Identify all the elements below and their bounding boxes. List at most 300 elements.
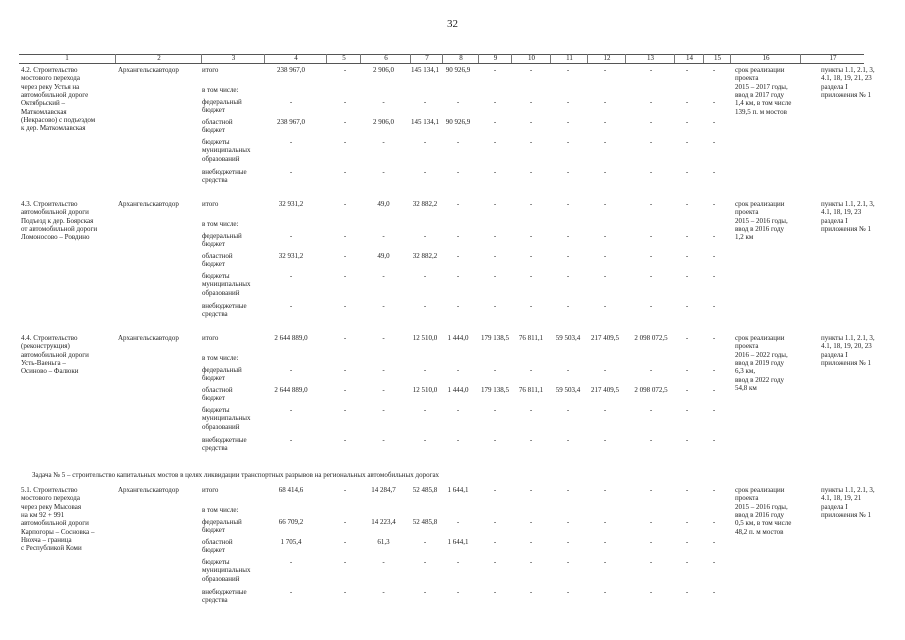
amount-cell: 179 138,5 bbox=[481, 334, 509, 342]
amount-cell: - bbox=[529, 436, 533, 444]
result-text-line: проекта bbox=[735, 494, 759, 503]
result-text-line: 1,4 км, в том числе bbox=[735, 99, 792, 108]
executor: Архангельскавтодор bbox=[118, 486, 179, 494]
amount-cell: - bbox=[685, 302, 689, 310]
amount-cell: - bbox=[289, 558, 293, 566]
reference-text-line: пункты 1.1, 2.1, 3, bbox=[821, 200, 875, 208]
amount-cell: - bbox=[382, 366, 385, 374]
amount-cell: - bbox=[566, 366, 570, 374]
amount-cell: 32 882,2 bbox=[412, 200, 438, 208]
amount-cell: - bbox=[712, 302, 716, 310]
amount-cell: - bbox=[493, 366, 497, 374]
amount-cell: - bbox=[343, 406, 347, 414]
funding-source-label: в том числе: bbox=[202, 220, 239, 228]
amount-cell: - bbox=[712, 168, 716, 176]
funding-source-label: бюджет bbox=[202, 374, 225, 383]
amount-cell: - bbox=[566, 486, 570, 494]
amount-cell: - bbox=[529, 66, 533, 74]
funding-source-label: бюджеты bbox=[202, 558, 230, 566]
table-header-row bbox=[19, 54, 864, 64]
amount-cell: - bbox=[289, 436, 293, 444]
amount-cell: 66 709,2 bbox=[278, 518, 304, 526]
amount-cell: 145 134,1 bbox=[411, 66, 439, 74]
amount-cell: - bbox=[382, 98, 385, 106]
amount-cell: - bbox=[423, 98, 427, 106]
funding-source-label: средства bbox=[202, 176, 228, 185]
amount-cell: - bbox=[649, 436, 653, 444]
amount-cell: 1 444,0 bbox=[447, 334, 469, 342]
amount-cell: - bbox=[456, 302, 460, 310]
amount-cell: - bbox=[712, 588, 716, 596]
amount-cell: 2 098 072,5 bbox=[634, 386, 668, 394]
page-number: 32 bbox=[447, 18, 458, 30]
amount-cell: 12 510,0 bbox=[412, 334, 438, 342]
project-name-line: через реку Устья на bbox=[21, 82, 80, 91]
result-text-line: проекта bbox=[735, 74, 759, 83]
amount-cell: - bbox=[649, 66, 653, 74]
result-text-line: 2015 – 2016 годы, bbox=[735, 502, 788, 511]
funding-source-label: федеральный bbox=[202, 518, 242, 526]
result-text-line: 2015 – 2016 годы, bbox=[735, 216, 788, 225]
amount-cell: 90 926,9 bbox=[445, 118, 471, 126]
amount-cell: - bbox=[343, 272, 347, 280]
amount-cell: - bbox=[685, 588, 689, 596]
funding-source-label: бюджет bbox=[202, 106, 225, 115]
amount-cell: - bbox=[456, 272, 460, 280]
amount-cell: - bbox=[685, 98, 689, 106]
amount-cell: 32 931,2 bbox=[278, 200, 304, 208]
amount-cell: - bbox=[289, 366, 293, 374]
amount-cell: - bbox=[566, 118, 570, 126]
amount-cell: - bbox=[712, 366, 716, 374]
project-name-line: автомобильной дороге bbox=[21, 90, 89, 99]
amount-cell: - bbox=[529, 406, 533, 414]
amount-cell: - bbox=[566, 252, 570, 260]
amount-cell: - bbox=[566, 518, 570, 526]
amount-cell: - bbox=[685, 200, 689, 208]
funding-source-label: внебюджетные bbox=[202, 588, 247, 596]
amount-cell: - bbox=[382, 232, 385, 240]
amount-cell: 59 503,4 bbox=[555, 386, 581, 394]
amount-cell: - bbox=[685, 558, 689, 566]
reference-text-line: раздела I bbox=[821, 82, 848, 91]
amount-cell: 76 811,1 bbox=[518, 334, 544, 342]
amount-cell: 1 644,1 bbox=[447, 538, 469, 546]
amount-cell: - bbox=[685, 168, 689, 176]
amount-cell: - bbox=[712, 518, 716, 526]
amount-cell: - bbox=[649, 588, 653, 596]
amount-cell: - bbox=[566, 168, 570, 176]
amount-cell: - bbox=[382, 168, 385, 176]
amount-cell: - bbox=[456, 232, 460, 240]
amount-cell: - bbox=[456, 200, 460, 208]
header-col-16: 16 bbox=[730, 54, 801, 63]
project-name-line: на км 92 + 991 bbox=[21, 510, 65, 519]
result-text-line: ввод в 2016 году bbox=[735, 510, 785, 519]
funding-source-label: внебюджетные bbox=[202, 302, 247, 310]
amount-cell: - bbox=[529, 200, 533, 208]
result-text-line: срок реализации bbox=[735, 200, 785, 208]
amount-cell: - bbox=[649, 168, 653, 176]
amount-cell: - bbox=[603, 588, 607, 596]
amount-cell: 2 906,0 bbox=[373, 66, 394, 74]
funding-source-label: внебюджетные bbox=[202, 168, 247, 176]
result-text-line: 0,5 км, в том числе bbox=[735, 519, 792, 528]
funding-source-label: бюджет bbox=[202, 260, 225, 269]
project-name-line: (Некрасово) с подъездом bbox=[21, 115, 96, 124]
amount-cell: - bbox=[423, 168, 427, 176]
funding-source-label: муниципальных bbox=[202, 146, 251, 155]
amount-cell: - bbox=[649, 252, 653, 260]
amount-cell: - bbox=[685, 386, 689, 394]
amount-cell: - bbox=[343, 518, 347, 526]
amount-cell: - bbox=[649, 232, 653, 240]
amount-cell: - bbox=[382, 272, 385, 280]
amount-cell: - bbox=[456, 98, 460, 106]
amount-cell: - bbox=[712, 98, 716, 106]
amount-cell: 2 644 889,0 bbox=[274, 386, 308, 394]
funding-source-label: муниципальных bbox=[202, 280, 251, 289]
amount-cell: - bbox=[712, 200, 716, 208]
reference-text-line: приложения № 1 bbox=[821, 90, 872, 99]
amount-cell: - bbox=[603, 486, 607, 494]
reference-text-line: приложения № 1 bbox=[821, 358, 872, 367]
amount-cell: - bbox=[343, 138, 347, 146]
project-name-line: Маткомлавская bbox=[21, 107, 67, 116]
amount-cell: - bbox=[712, 252, 716, 260]
project-name-line: через реку Мысовая bbox=[21, 502, 82, 511]
header-col-9: 9 bbox=[478, 54, 512, 63]
amount-cell: - bbox=[529, 486, 533, 494]
amount-cell: 90 926,9 bbox=[445, 66, 471, 74]
amount-cell: 179 138,5 bbox=[481, 386, 509, 394]
task-5-heading: Задача № 5 – строительство капитальных мостов в целях ликвидации транспортных разрывов на региональных автомобильных дорогах bbox=[32, 471, 440, 479]
amount-cell: 1 644,1 bbox=[447, 486, 469, 494]
amount-cell: - bbox=[566, 98, 570, 106]
amount-cell: - bbox=[343, 302, 347, 310]
amount-cell: - bbox=[603, 272, 607, 280]
amount-cell: 68 414,6 bbox=[278, 486, 304, 494]
amount-cell: - bbox=[712, 118, 716, 126]
amount-cell: - bbox=[649, 538, 653, 546]
amount-cell: - bbox=[649, 118, 653, 126]
amount-cell: - bbox=[712, 538, 716, 546]
amount-cell: - bbox=[456, 138, 460, 146]
amount-cell: - bbox=[603, 538, 607, 546]
header-col-12: 12 bbox=[587, 54, 626, 63]
amount-cell: - bbox=[493, 518, 497, 526]
amount-cell: - bbox=[685, 366, 689, 374]
amount-cell: - bbox=[603, 436, 607, 444]
funding-source-label: образований bbox=[202, 288, 240, 297]
amount-cell: - bbox=[566, 436, 570, 444]
funding-source-label: федеральный bbox=[202, 232, 242, 240]
header-col-6: 6 bbox=[360, 54, 411, 63]
header-col-8: 8 bbox=[442, 54, 479, 63]
project-name-line: Нюхча – граница bbox=[21, 535, 72, 544]
amount-cell: - bbox=[603, 200, 607, 208]
funding-source-label: бюджет bbox=[202, 126, 225, 135]
header-col-5: 5 bbox=[326, 54, 361, 63]
amount-cell: - bbox=[343, 436, 347, 444]
amount-cell: - bbox=[289, 232, 293, 240]
reference-text-line: приложения № 1 bbox=[821, 224, 872, 233]
reference-text-line: пункты 1.1, 2.1, 3, bbox=[821, 334, 875, 342]
amount-cell: - bbox=[423, 406, 427, 414]
amount-cell: - bbox=[423, 138, 427, 146]
amount-cell: - bbox=[456, 252, 460, 260]
amount-cell: - bbox=[529, 168, 533, 176]
amount-cell: - bbox=[712, 406, 716, 414]
amount-cell: - bbox=[685, 66, 689, 74]
amount-cell: - bbox=[566, 272, 570, 280]
amount-cell: - bbox=[712, 232, 716, 240]
amount-cell: - bbox=[382, 334, 385, 342]
amount-cell: - bbox=[649, 558, 653, 566]
funding-source-label: областной bbox=[202, 252, 233, 260]
amount-cell: - bbox=[603, 558, 607, 566]
amount-cell: 52 485,8 bbox=[412, 486, 438, 494]
amount-cell: - bbox=[493, 252, 497, 260]
amount-cell: - bbox=[529, 588, 533, 596]
amount-cell: - bbox=[649, 200, 653, 208]
amount-cell: - bbox=[456, 518, 460, 526]
amount-cell: 32 882,2 bbox=[412, 252, 438, 260]
amount-cell: - bbox=[685, 406, 689, 414]
amount-cell: - bbox=[649, 138, 653, 146]
amount-cell: - bbox=[343, 538, 347, 546]
funding-source-label: в том числе: bbox=[202, 354, 239, 362]
amount-cell: - bbox=[456, 588, 460, 596]
project-name-line: Октябрьский – bbox=[21, 99, 66, 108]
reference-text-line: пункты 1.1, 2.1, 3, bbox=[821, 66, 875, 74]
amount-cell: - bbox=[493, 232, 497, 240]
amount-cell: - bbox=[603, 98, 607, 106]
amount-cell: - bbox=[712, 272, 716, 280]
amount-cell: - bbox=[289, 98, 293, 106]
amount-cell: - bbox=[649, 518, 653, 526]
project-name-line: 4.2. Строительство bbox=[21, 66, 78, 74]
amount-cell: - bbox=[289, 138, 293, 146]
header-col-13: 13 bbox=[625, 54, 675, 63]
amount-cell: - bbox=[493, 302, 497, 310]
funding-source-label: федеральный bbox=[202, 98, 242, 106]
amount-cell: - bbox=[529, 518, 533, 526]
amount-cell: - bbox=[493, 406, 497, 414]
amount-cell: - bbox=[343, 66, 347, 74]
funding-source-label: итого bbox=[202, 66, 219, 74]
reference-text-line: раздела I bbox=[821, 350, 848, 359]
amount-cell: - bbox=[343, 386, 347, 394]
header-col-11: 11 bbox=[550, 54, 588, 63]
project-name-line: Карпогоры – Сосновка – bbox=[21, 527, 95, 536]
amount-cell: - bbox=[603, 232, 607, 240]
amount-cell: - bbox=[649, 272, 653, 280]
funding-source-label: областной bbox=[202, 118, 233, 126]
funding-source-label: муниципальных bbox=[202, 414, 251, 423]
funding-source-label: итого bbox=[202, 334, 219, 342]
amount-cell: - bbox=[712, 558, 716, 566]
amount-cell: - bbox=[603, 138, 607, 146]
amount-cell: - bbox=[343, 588, 347, 596]
amount-cell: - bbox=[343, 334, 347, 342]
amount-cell: - bbox=[456, 366, 460, 374]
amount-cell: 217 409,5 bbox=[591, 334, 619, 342]
funding-source-label: образований bbox=[202, 154, 240, 163]
amount-cell: 49,0 bbox=[377, 200, 390, 208]
amount-cell: - bbox=[343, 558, 347, 566]
amount-cell: - bbox=[529, 138, 533, 146]
header-col-10: 10 bbox=[511, 54, 551, 63]
reference-text-line: 4.1, 18, 19, 21, 23 bbox=[821, 74, 872, 83]
amount-cell: - bbox=[685, 486, 689, 494]
amount-cell: - bbox=[423, 366, 427, 374]
amount-cell: - bbox=[343, 118, 347, 126]
amount-cell: - bbox=[423, 588, 427, 596]
amount-cell: - bbox=[603, 66, 607, 74]
amount-cell: - bbox=[566, 138, 570, 146]
amount-cell: - bbox=[529, 302, 533, 310]
funding-source-label: областной bbox=[202, 386, 233, 394]
amount-cell: - bbox=[566, 406, 570, 414]
project-name-line: 4.3. Строительство bbox=[21, 200, 78, 208]
amount-cell: - bbox=[529, 558, 533, 566]
project-name-line: Усть-Ваеньга – bbox=[21, 358, 66, 367]
amount-cell: - bbox=[493, 588, 497, 596]
header-col-2: 2 bbox=[115, 54, 202, 63]
amount-cell: - bbox=[493, 118, 497, 126]
amount-cell: 2 644 889,0 bbox=[274, 334, 308, 342]
result-text-line: проекта bbox=[735, 342, 759, 351]
funding-source-label: бюджеты bbox=[202, 138, 230, 146]
project-name-line: (реконструкция) bbox=[21, 342, 70, 351]
amount-cell: - bbox=[566, 200, 570, 208]
reference-text-line: приложения № 1 bbox=[821, 510, 872, 519]
amount-cell: - bbox=[289, 272, 293, 280]
amount-cell: - bbox=[423, 232, 427, 240]
amount-cell: - bbox=[566, 66, 570, 74]
funding-source-label: федеральный bbox=[202, 366, 242, 374]
amount-cell: 238 967,0 bbox=[277, 66, 305, 74]
funding-source-label: муниципальных bbox=[202, 566, 251, 575]
amount-cell: - bbox=[343, 98, 347, 106]
amount-cell: 217 409,5 bbox=[591, 386, 619, 394]
amount-cell: 238 967,0 bbox=[277, 118, 305, 126]
amount-cell: - bbox=[603, 168, 607, 176]
amount-cell: - bbox=[493, 168, 497, 176]
amount-cell: - bbox=[423, 558, 427, 566]
amount-cell: - bbox=[423, 272, 427, 280]
funding-source-label: бюджет bbox=[202, 394, 225, 403]
amount-cell: - bbox=[382, 302, 385, 310]
amount-cell: - bbox=[529, 98, 533, 106]
funding-source-label: итого bbox=[202, 200, 219, 208]
amount-cell: 2 906,0 bbox=[373, 118, 394, 126]
funding-source-label: бюджет bbox=[202, 526, 225, 535]
amount-cell: - bbox=[493, 558, 497, 566]
amount-cell: - bbox=[566, 538, 570, 546]
header-col-3: 3 bbox=[201, 54, 265, 63]
amount-cell: - bbox=[712, 436, 716, 444]
funding-source-label: в том числе: bbox=[202, 86, 239, 94]
amount-cell: - bbox=[529, 366, 533, 374]
amount-cell: 52 485,8 bbox=[412, 518, 438, 526]
amount-cell: - bbox=[566, 558, 570, 566]
amount-cell: - bbox=[529, 252, 533, 260]
project-name-line: мостового перехода bbox=[21, 74, 80, 83]
funding-source-label: образований bbox=[202, 422, 240, 431]
header-col-15: 15 bbox=[703, 54, 731, 63]
project-name-line: 4.4. Строительство bbox=[21, 334, 78, 342]
project-name-line: автомобильной дороги bbox=[21, 208, 89, 217]
project-name-line: Подъезд к дер. Боярская bbox=[21, 216, 94, 225]
amount-cell: - bbox=[685, 334, 689, 342]
amount-cell: - bbox=[529, 272, 533, 280]
amount-cell: 32 931,2 bbox=[278, 252, 304, 260]
amount-cell: - bbox=[566, 588, 570, 596]
funding-source-label: бюджет bbox=[202, 546, 225, 555]
amount-cell: - bbox=[649, 406, 653, 414]
result-text-line: ввод в 2019 году bbox=[735, 358, 785, 367]
amount-cell: - bbox=[685, 138, 689, 146]
amount-cell: - bbox=[493, 138, 497, 146]
header-col-1: 1 bbox=[65, 54, 69, 62]
amount-cell: - bbox=[712, 334, 716, 342]
amount-cell: - bbox=[289, 588, 293, 596]
funding-source-label: итого bbox=[202, 486, 219, 494]
reference-text-line: 4.1, 18, 19, 23 bbox=[821, 208, 862, 217]
amount-cell: - bbox=[566, 302, 570, 310]
header-col-17: 17 bbox=[800, 54, 865, 63]
amount-cell: - bbox=[456, 406, 460, 414]
amount-cell: 14 223,4 bbox=[371, 518, 396, 526]
project-name-line: с Республикой Коми bbox=[21, 544, 82, 553]
amount-cell: - bbox=[603, 366, 607, 374]
reference-text-line: пункты 1.1, 2.1, 3, bbox=[821, 486, 875, 494]
amount-cell: 49,0 bbox=[377, 252, 390, 260]
amount-cell: - bbox=[343, 200, 347, 208]
amount-cell: - bbox=[649, 302, 653, 310]
result-text-line: срок реализации bbox=[735, 334, 785, 342]
amount-cell: - bbox=[493, 200, 497, 208]
amount-cell: - bbox=[603, 118, 607, 126]
amount-cell: - bbox=[493, 436, 497, 444]
funding-source-label: областной bbox=[202, 538, 233, 546]
amount-cell: - bbox=[382, 138, 385, 146]
amount-cell: - bbox=[343, 486, 347, 494]
amount-cell: - bbox=[685, 538, 689, 546]
funding-source-label: средства bbox=[202, 310, 228, 319]
amount-cell: - bbox=[685, 232, 689, 240]
amount-cell: - bbox=[566, 232, 570, 240]
amount-cell: - bbox=[289, 406, 293, 414]
reference-text-line: 4.1, 18, 19, 21 bbox=[821, 494, 862, 503]
project-name-line: Ломоносово – Ровдино bbox=[21, 233, 90, 242]
amount-cell: - bbox=[603, 252, 607, 260]
result-text-line: срок реализации bbox=[735, 66, 785, 74]
amount-cell: - bbox=[712, 486, 716, 494]
amount-cell: - bbox=[712, 66, 716, 74]
project-name-line: мостового перехода bbox=[21, 494, 80, 503]
amount-cell: - bbox=[382, 386, 385, 394]
amount-cell: - bbox=[382, 588, 385, 596]
amount-cell: - bbox=[712, 386, 716, 394]
funding-source-label: бюджеты bbox=[202, 272, 230, 280]
amount-cell: - bbox=[685, 252, 689, 260]
amount-cell: - bbox=[529, 232, 533, 240]
project-name-line: автомобильной дороги bbox=[21, 519, 89, 528]
amount-cell: 12 510,0 bbox=[412, 386, 438, 394]
